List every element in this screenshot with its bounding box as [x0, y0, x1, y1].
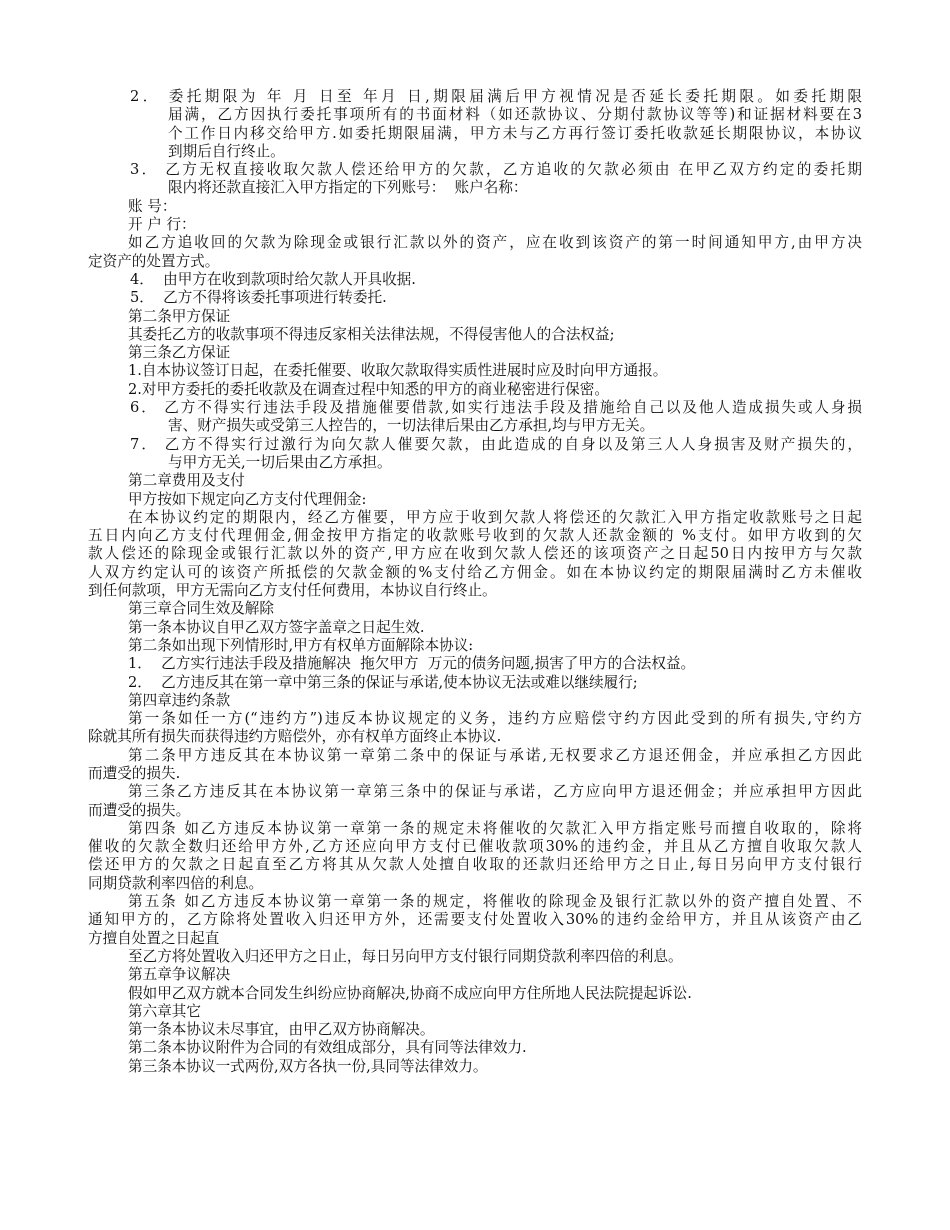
- text-line: 2.对甲方委托的委托收款及在调查过程中知悉的甲方的商业秘密进行保密。: [128, 380, 609, 398]
- text-line: 第五章争议解决: [128, 966, 231, 984]
- text-line: 甲方按如下规定向乙方支付代理佣金:: [128, 490, 367, 508]
- text-line: 第三条乙方违反其在本协议第一章第三条中的保证与承诺，乙方应向甲方退还佣金；并应承担甲方因此: [128, 783, 862, 801]
- text-line: 催收的欠款全数归还给甲方外,乙方还应向甲方支付已催收款项30%的违约金，并且从乙方擅自收取欠款人: [88, 838, 862, 856]
- text-line: 第一条如任一方(“违约方”)违反本协议规定的义务，违约方应赔偿守约方因此受到的所有损失,守约方: [128, 710, 862, 728]
- text-line: 除就其所有损失而获得违约方赔偿外，亦有权单方面终止本协议.: [88, 728, 502, 746]
- text-line: 个工作日内移交给甲方.如委托期限届满，甲方未与乙方再行签订委托收款延长期限协议，本协议: [168, 124, 862, 142]
- text-line: 方擅自处置之日起直: [88, 929, 220, 947]
- text-line: 同期贷款利率四倍的利息。: [88, 874, 264, 892]
- text-line: 7． 乙方不得实行过激行为向欠款人催要欠款，由此造成的自身以及第三人人身损害及财产损失的，: [130, 435, 862, 453]
- text-line: 5． 乙方不得将该委托事项进行转委托.: [130, 289, 387, 307]
- text-line: 五日内向乙方支付代理佣金,佣金按甲方指定的收款账号收到的欠款人还款金额的 %支付。如甲方收到的欠: [88, 527, 862, 545]
- text-line: 到任何款项，甲方无需向乙方支付任何费用，本协议自行终止。: [88, 582, 497, 600]
- text-line: 如乙方追收回的欠款为除现金或银行汇款以外的资产，应在收到该资产的第一时间通知甲方,由甲方决: [128, 234, 862, 252]
- text-line: 到期后自行终止。: [168, 142, 285, 160]
- text-line: 第五条 如乙方违反本协议第一章第一条的规定，将催收的除现金及银行汇款以外的资产擅自处置、不: [128, 893, 862, 911]
- text-line: 开 户 行：: [128, 216, 196, 234]
- text-line: 通知甲方的，乙方除将处置收入归还甲方外，还需要支付处置收入30%的违约金给甲方，并且从该资产由乙: [88, 911, 862, 929]
- text-line: 4． 由甲方在收到款项时给欠款人开具收据.: [130, 270, 416, 288]
- text-line: 2． 乙方违反其在第一章中第三条的保证与承诺,使本协议无法或难以继续履行;: [128, 673, 638, 691]
- text-line: 其委托乙方的收款事项不得违反家相关法律法规，不得侵害他人的合法权益;: [128, 325, 615, 343]
- text-line: 限内将还款直接汇入甲方指定的下列账号： 账户名称：: [168, 179, 528, 197]
- text-line: 第二章费用及支付: [128, 472, 245, 490]
- text-line: 第二条本协议附件为合同的有效组成部分，具有同等法律效力.: [128, 1039, 527, 1057]
- text-line: 第二条甲方违反其在本协议第一章第二条中的保证与承诺,无权要求乙方退还佣金，并应承担乙方因此: [128, 746, 862, 764]
- text-line: 害、财产损失或受第三人控告的，一切法律后果由乙方承担,均与甲方无关。: [168, 417, 655, 435]
- text-line: 2． 委托期限为 年 月 日至 年月 日,期限届满后甲方视情况是否延长委托期限。如委托期限: [130, 88, 862, 105]
- text-line: 偿还甲方的欠款之日起直至乙方将其从欠款人处擅自收取的还款归还给甲方之日止,每日另向甲方支付银行: [88, 856, 862, 874]
- text-line: 届满，乙方因执行委托事项所有的书面材料（如还款协议、分期付款协议等等)和证据材料要在3: [168, 106, 862, 124]
- text-line: 1.自本协议签订日起，在委托催要、收取欠款取得实质性进展时应及时向甲方通报。: [128, 362, 668, 380]
- text-line: 3． 乙方无权直接收取欠款人偿还给甲方的欠款，乙方追收的欠款必须由 在甲乙双方约定的委托期: [130, 161, 862, 179]
- text-line: 第四章违约条款: [128, 691, 231, 709]
- text-line: 假如甲乙双方就本合同发生纠纷应协商解决,协商不成应向甲方住所地人民法院提起诉讼.: [128, 984, 692, 1002]
- text-line: 第六章其它: [128, 1002, 201, 1020]
- text-line: 第一条本协议未尽事宜，由甲乙双方协商解决。: [128, 1021, 435, 1039]
- text-line: 人双方约定认可的该资产所抵偿的欠款金额的%支付给乙方佣金。如在本协议约定的期限届满时乙方未催收: [88, 563, 862, 581]
- text-line: 第三章合同生效及解除: [128, 600, 274, 618]
- text-line: 第四条 如乙方违反本协议第一章第一条的规定未将催收的欠款汇入甲方指定账号而擅自收取的，除将: [128, 819, 862, 837]
- text-line: 定资产的处置方式。: [88, 252, 220, 270]
- text-line: 第二条如出现下列情形时,甲方有权单方面解除本协议:: [128, 636, 474, 654]
- text-line: 账 号：: [128, 197, 177, 215]
- text-line: 而遭受的损失.: [88, 764, 181, 782]
- text-line: 6． 乙方不得实行违法手段及措施催要借款,如实行违法手段及措施给自己以及他人造成损失或人身损: [130, 399, 862, 417]
- text-line: 第一条本协议自甲乙双方签字盖章之日起生效.: [128, 618, 425, 636]
- text-line: 第二条甲方保证: [128, 307, 231, 325]
- text-line: 1． 乙方实行违法手段及措施解决 拖欠甲方 万元的债务问题,损害了甲方的合法权益。: [128, 655, 696, 673]
- text-line: 款人偿还的除现金或银行汇款以外的资产,甲方应在收到欠款人偿还的该项资产之日起50日内按甲方与欠款: [88, 545, 862, 563]
- text-line: 与甲方无关,一切后果由乙方承担。: [168, 453, 392, 471]
- text-line: 第三条本协议一式两份,双方各执一份,具同等法律效力。: [128, 1057, 488, 1075]
- text-line: 在本协议约定的期限内，经乙方催要，甲方应于收到欠款人将偿还的欠款汇入甲方指定收款账号之日起: [128, 508, 862, 526]
- text-line: 而遭受的损失。: [88, 801, 191, 819]
- text-line: 至乙方将处置收入归还甲方之日止，每日另向甲方支付银行同期贷款利率四倍的利息。: [128, 947, 683, 965]
- text-line: 第三条乙方保证: [128, 344, 231, 362]
